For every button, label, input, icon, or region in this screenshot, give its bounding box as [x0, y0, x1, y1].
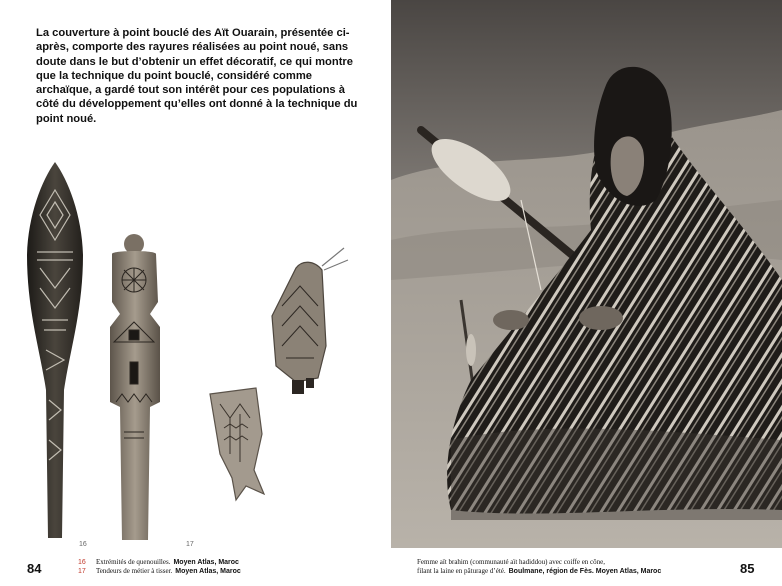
- loom-tensioner-tied-photo: [262, 246, 352, 406]
- caption-line-2: [417, 567, 661, 576]
- caption-number: 17: [78, 568, 86, 575]
- page-number-right: 85: [740, 561, 755, 576]
- right-page: [391, 0, 782, 586]
- right-caption: [417, 558, 661, 576]
- caption-number: 16: [78, 559, 86, 566]
- caption-location: Boulmane, région de Fès. Moyen Atlas, Maroc: [508, 568, 662, 575]
- figure-number-16: 16: [79, 541, 87, 548]
- caption-location: Moyen Atlas, Maroc: [173, 559, 239, 566]
- spinning-woman-photo: [391, 0, 782, 548]
- caption-line-1: Femme aït brahim (communauté aït hadiddou) avec coiffe en cône,: [417, 558, 606, 566]
- page-number-left: 84: [27, 561, 42, 576]
- caption-text: filant la laine en pâturage d’été.: [417, 567, 506, 575]
- intro-paragraph: La couverture à point bouclé des Aït Ouarain, présentée ci-après, comporte des rayures réalisées au point noué, sans doute dans le but d’obtenir un effet décoratif, ce qui montre que la technique du point bouclé, considéré comme archaïque, a gardé tout son intérêt pour ces populations à côté du développement qu’elles ont donné à la technique du point noué.: [36, 27, 358, 125]
- distaff-end-photo: [20, 160, 90, 540]
- caption-text: Extrémités de quenouilles.: [96, 558, 171, 566]
- caption-location: Moyen Atlas, Maroc: [175, 568, 241, 575]
- figure-number-17: 17: [186, 541, 194, 548]
- caption-17: [78, 567, 241, 576]
- left-captions: [78, 558, 241, 576]
- loom-tensioner-post-photo: [100, 232, 170, 542]
- caption-16: [78, 558, 241, 567]
- caption-text: Tendeurs de métier à tisser.: [96, 567, 173, 575]
